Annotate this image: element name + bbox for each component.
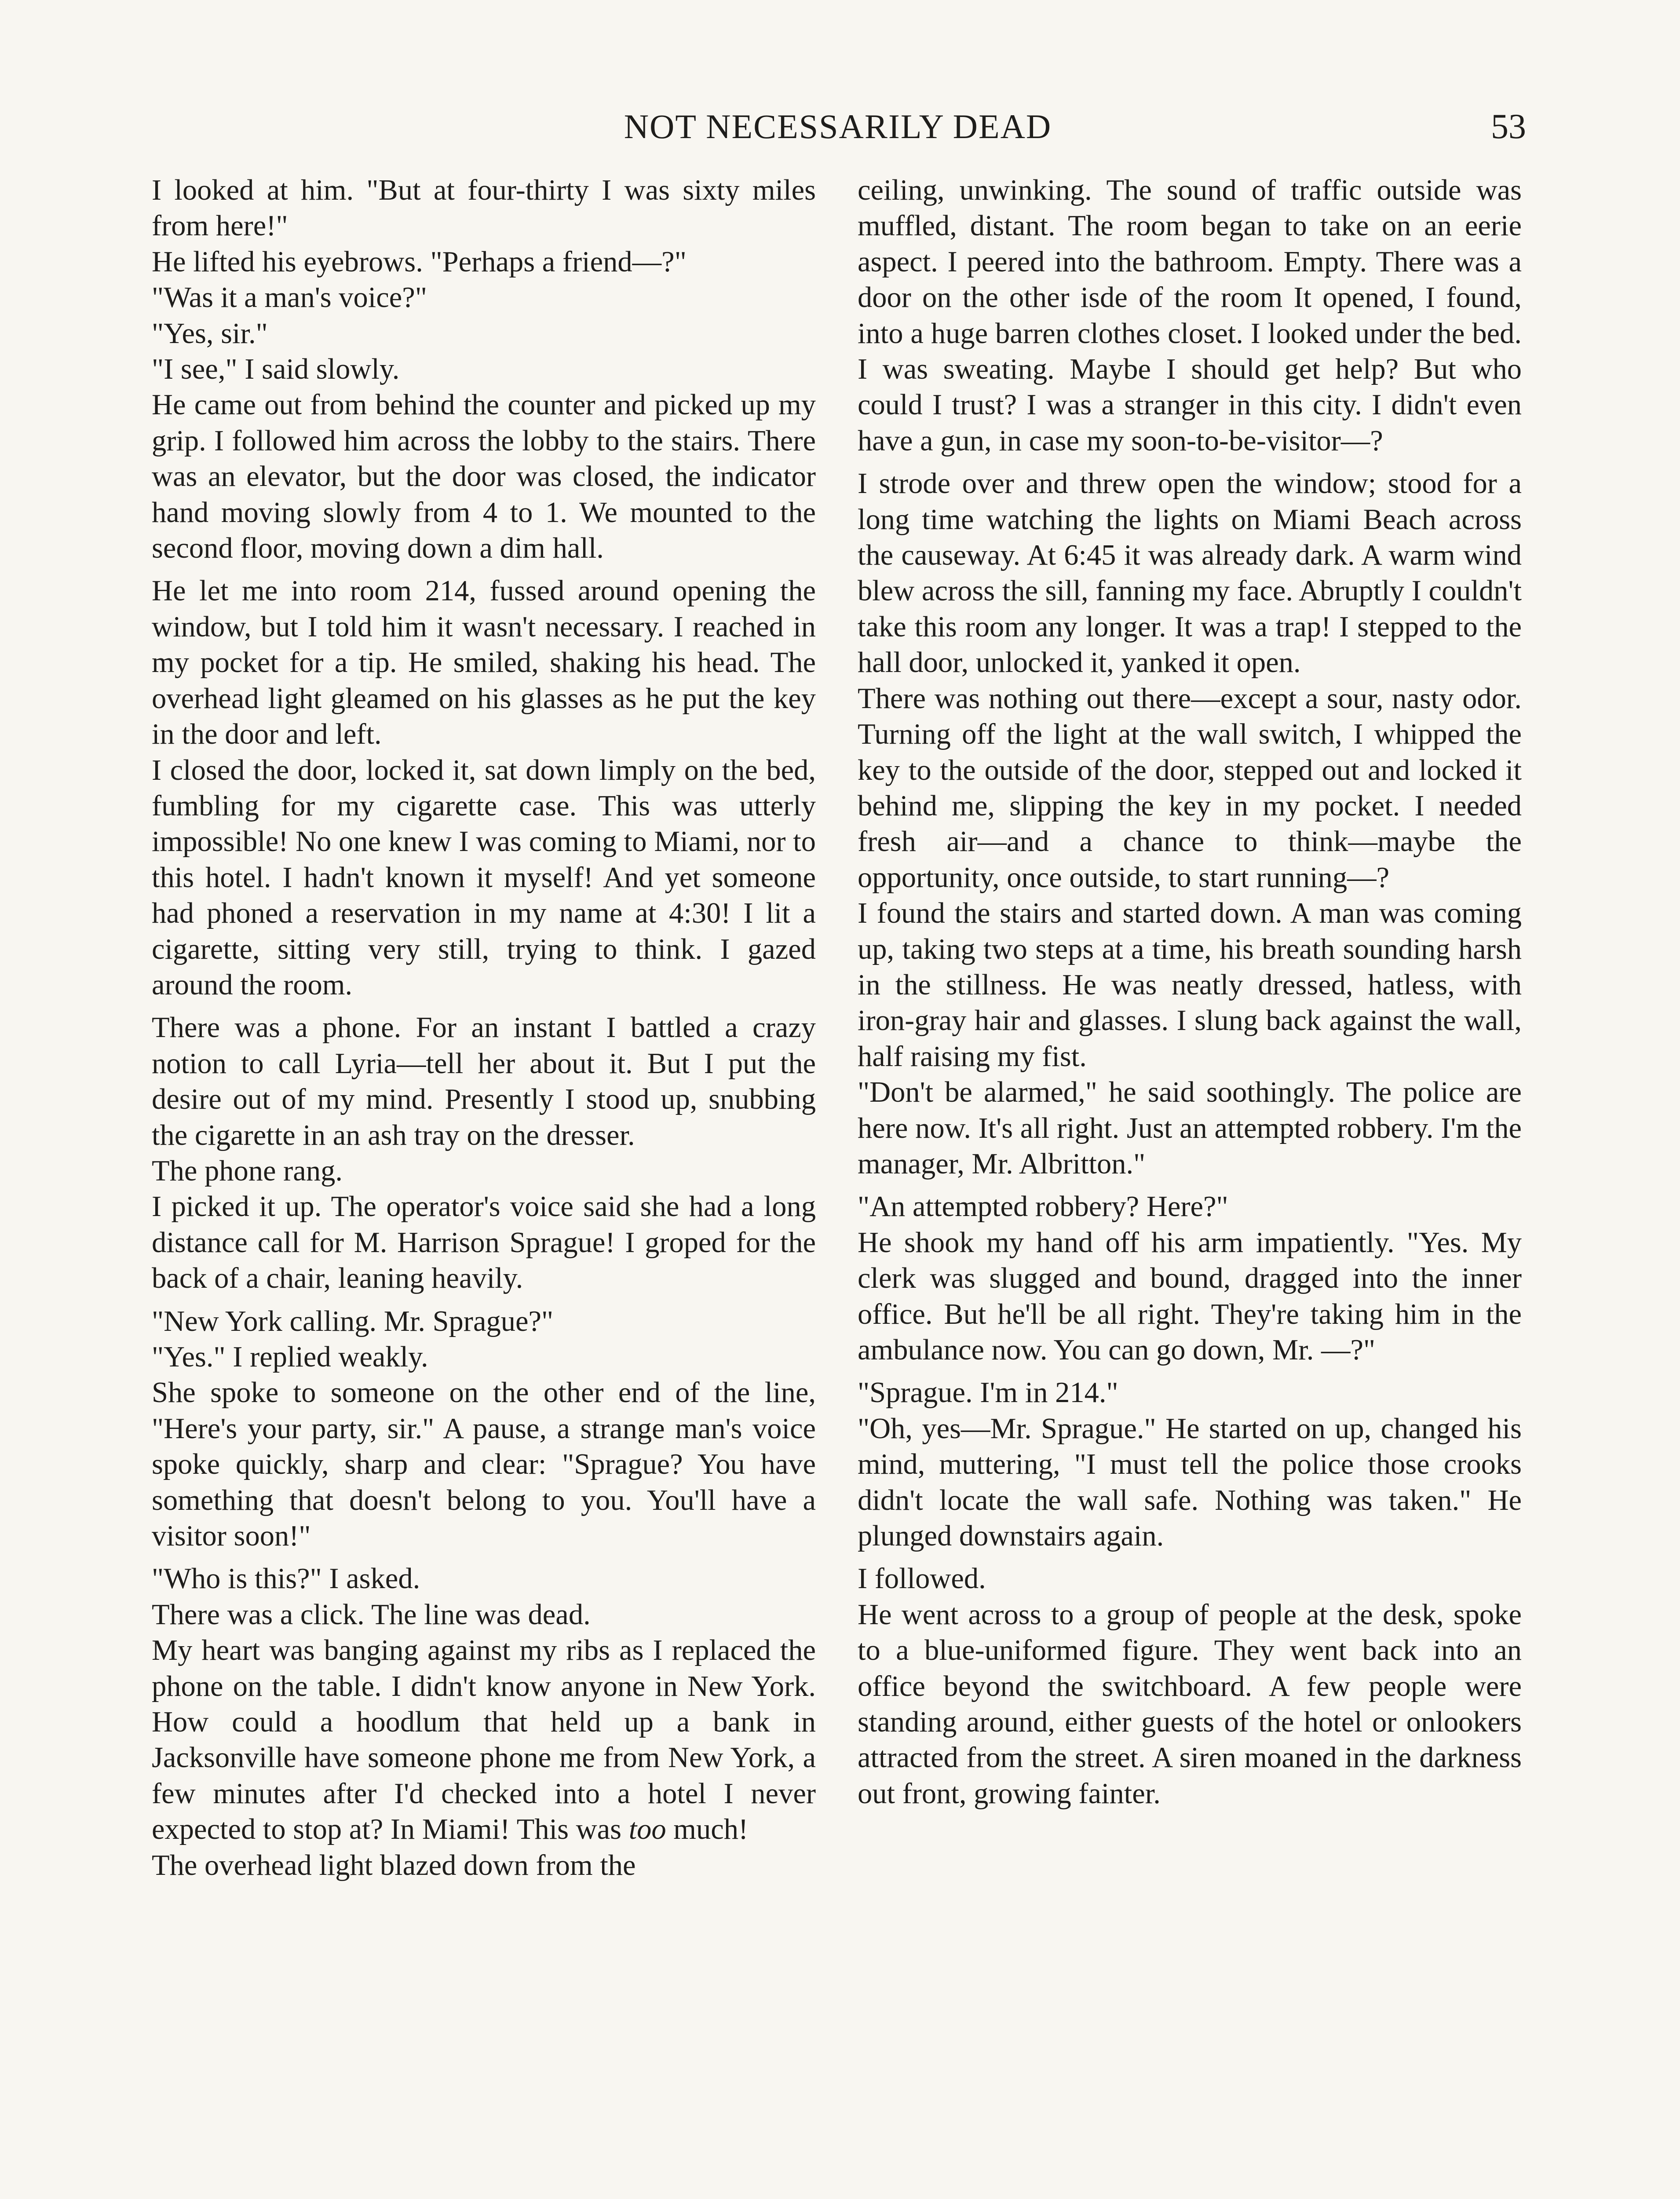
paragraph: "Was it a man's voice?": [152, 281, 427, 314]
paragraph: There was a click. The line was dead.: [152, 1598, 591, 1631]
paragraph: "Don't be alarmed," he said soothingly. The police are here now. It's all right. Just an attempted robbery. I'm the manager, Mr. Albritton.": [858, 1076, 1522, 1180]
paragraph: I found the stairs and started down. A man was coming up, taking two steps at a time, his breath sounding harsh in the stillness. He was neatly dressed, hatless, with iron-gray hair and glasses. I slung back against the wall, half raising my fist.: [858, 897, 1522, 1073]
paragraph: I looked at him. "But at four-thirty I was sixty miles from here!": [152, 174, 816, 242]
paragraph: There was nothing out there—except a sour, nasty odor. Turning off the light at the wall switch, I whipped the key to the outside of the door, stepped out and locked it behind me, slipping the key in my pocket. I needed fresh air—and a chance to think—maybe the opportunity, once outside, to start running—?: [858, 682, 1522, 894]
paragraph: "Oh, yes—Mr. Sprague." He started on up, changed his mind, muttering, "I must tell the police those crooks didn't locate the wall safe. Nothing was taken." He plunged downstairs again.: [858, 1412, 1522, 1552]
paragraph: "Sprague. I'm in 214.": [858, 1377, 1118, 1409]
right-column: [858, 172, 1522, 1812]
paragraph: There was a phone. For an instant I battled a crazy notion to call Lyria—tell her about it. But I put the desire out of my mind. Presently I stood up, snubbing the cigarette in an ash tray on the dresser.: [152, 1012, 816, 1151]
paragraph: "An attempted robbery? Here?": [858, 1191, 1228, 1223]
paragraph: "Yes." I replied weakly.: [152, 1341, 428, 1373]
paragraph: "Yes, sir.": [152, 317, 268, 350]
paragraph: ceiling, unwinking. The sound of traffic outside was muffled, distant. The room began to take on an eerie aspect. I peered into the bathroom. Empty. There was a door on the other isde of the room It opened, I found, into a huge barren clothes closet. I looked under the bed. I was sweating. Maybe I should get help? But who could I trust? I was a stranger in this city. I didn't even have a gun, in case my soon-to-be-visitor—?: [858, 174, 1522, 457]
page-number: 53: [1491, 107, 1526, 146]
emphasis-text: too: [628, 1813, 666, 1846]
paragraph: The phone rang.: [152, 1154, 343, 1187]
paragraph: The overhead light blazed down from the: [152, 1849, 636, 1881]
paragraph-text-end: much!: [673, 1813, 749, 1846]
paragraph: "I see," I said slowly.: [152, 353, 400, 386]
paragraph-with-emphasis: [152, 1633, 816, 1847]
page-header: [150, 100, 1526, 153]
paragraph: I followed.: [858, 1563, 986, 1595]
paragraph: He lifted his eyebrows. "Perhaps a friend—?": [152, 245, 687, 278]
paragraph: I closed the door, locked it, sat down limply on the bed, fumbling for my cigarette case. This was utterly impossible! No one knew I was coming to Miami, nor to this hotel. I hadn't known it myself! And yet someone had phoned a reservation in my name at 4:30! I lit a cigarette, sitting very still, trying to think. I gazed around the room.: [152, 754, 816, 1001]
paragraph: He shook my hand off his arm impatiently. "Yes. My clerk was slugged and bound, dragged into the inner office. But he'll be all right. They're taking him in the ambulance now. You can go down, Mr. —?": [858, 1226, 1522, 1366]
paragraph: I strode over and threw open the window; stood for a long time watching the lights on Miami Beach across the causeway. At 6:45 it was already dark. A warm wind blew across the sill, fanning my face. Abruptly I couldn't take this room any longer. It was a trap! I stepped to the hall door, unlocked it, yanked it open.: [858, 468, 1522, 679]
paragraph: I picked it up. The operator's voice said she had a long distance call for M. Harrison Sprague! I groped for the back of a chair, leaning heavily.: [152, 1191, 816, 1295]
running-head: NOT NECESSARILY DEAD: [624, 107, 1052, 146]
paragraph: He came out from behind the counter and picked up my grip. I followed him across the lobby to the stairs. There was an elevator, but the door was closed, the indicator hand moving slowly from 4 to 1. We mounted to the second floor, moving down a dim hall.: [152, 389, 816, 565]
paragraph: She spoke to someone on the other end of the line, "Here's your party, sir." A pause, a strange man's voice spoke quickly, sharp and clear: "Sprague? You have something that doesn't belong to you. You'll have a visitor soon!": [152, 1377, 816, 1552]
paragraph: He let me into room 214, fussed around opening the window, but I told him it wasn't necessary. I reached in my pocket for a tip. He smiled, shaking his head. The overhead light gleamed on his glasses as he put the key in the door and left.: [152, 575, 816, 751]
paragraph-text: My heart was banging against my ribs as I replaced the phone on the table. I didn't know anyone in New York. How could a hoodlum that held up a bank in Jacksonville have someone phone me from New York, a few minutes after I'd checked into a hotel I never expected to stop at? In Miami! This was: [152, 1634, 816, 1846]
paragraph: He went across to a group of people at the desk, spoke to a blue-uniformed figure. They went back into an office beyond the switchboard. A few people were standing around, either guests of the hotel or onlookers attracted from the street. A siren moaned in the darkness out front, growing fainter.: [858, 1598, 1522, 1810]
left-column: [152, 172, 816, 1883]
paragraph: "New York calling. Mr. Sprague?": [152, 1305, 554, 1337]
paragraph: "Who is this?" I asked.: [152, 1563, 420, 1595]
